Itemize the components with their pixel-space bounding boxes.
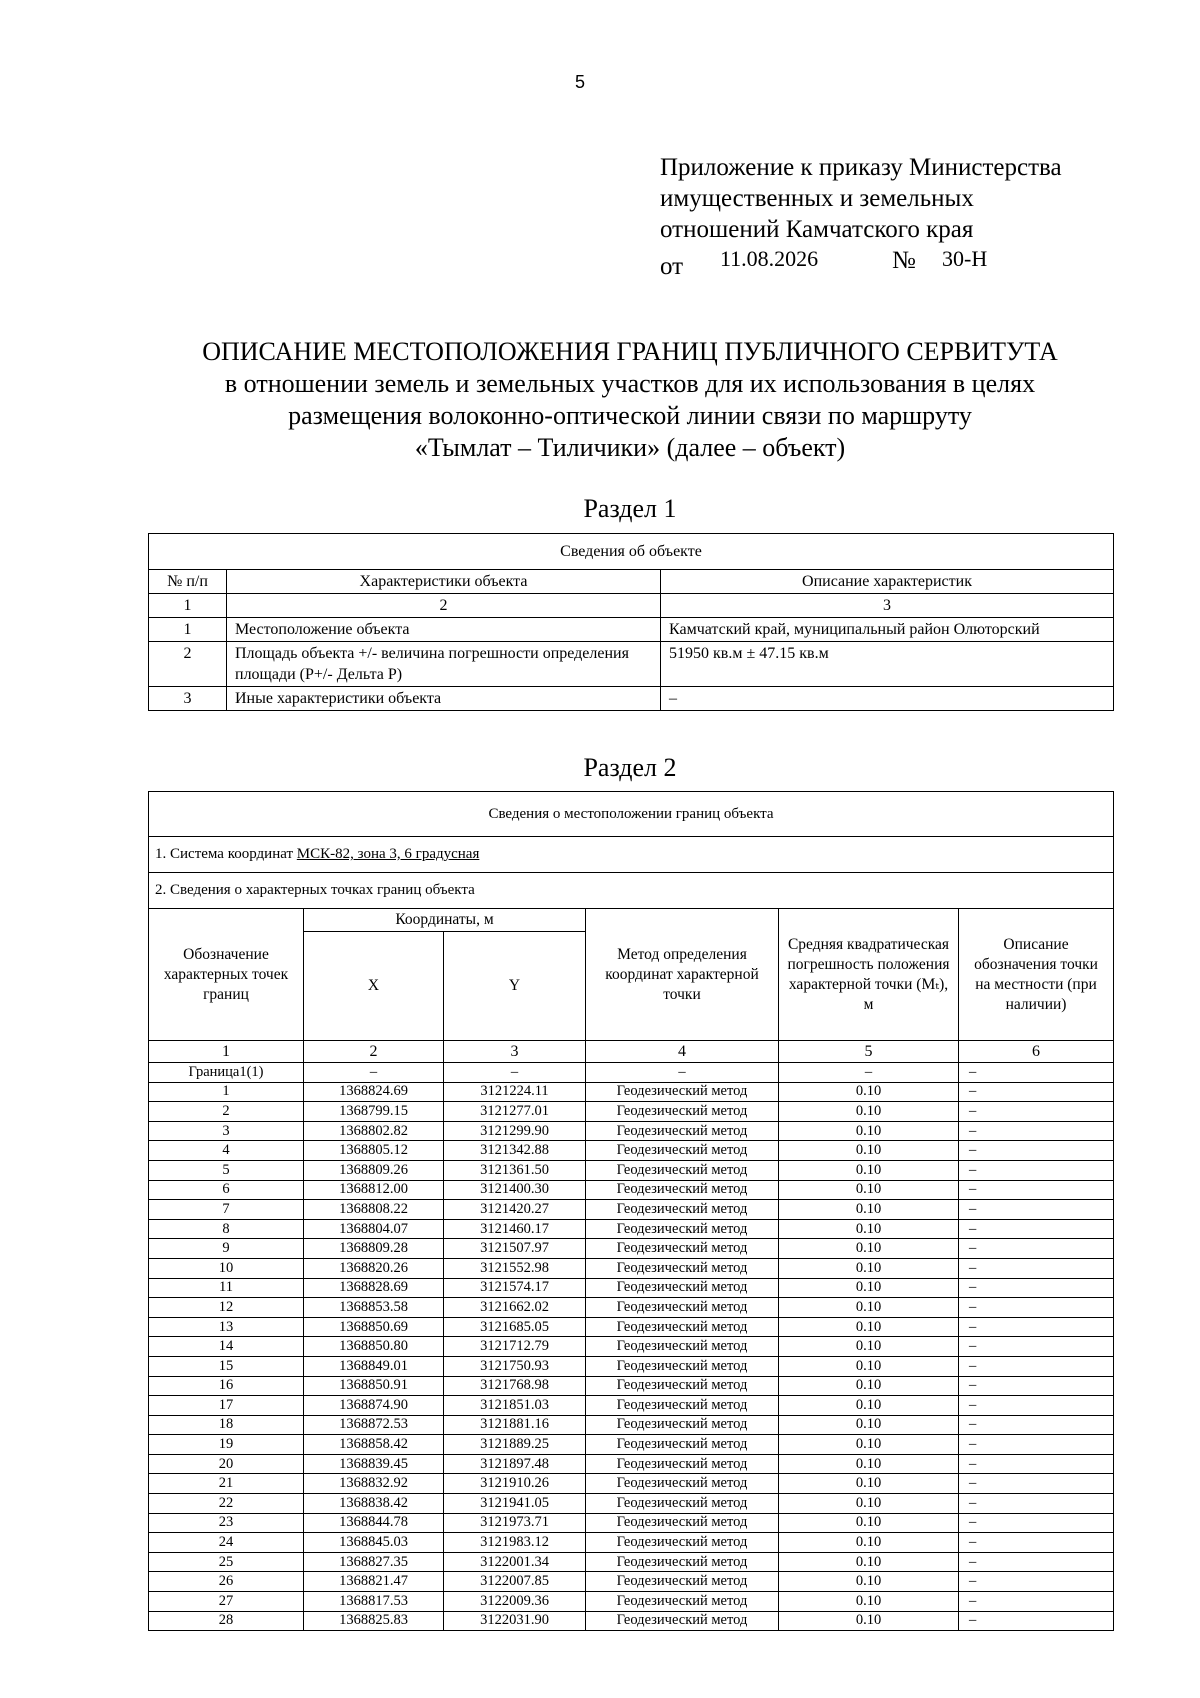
point-error: 0.10 [779, 1435, 959, 1455]
header-x: X [304, 932, 444, 1041]
point-y: 3121712.79 [444, 1337, 586, 1357]
table-row [149, 1121, 1114, 1141]
point-y: 3121881.16 [444, 1415, 586, 1435]
point-number: 26 [149, 1572, 304, 1592]
point-method: Геодезический метод [586, 1160, 779, 1180]
point-y: 3121941.05 [444, 1494, 586, 1514]
point-description: – [959, 1376, 1114, 1396]
point-method: Геодезический метод [586, 1200, 779, 1220]
appendix-line-2: имущественных и земельных [660, 185, 974, 212]
description-cell: Камчатский край, муниципальный район Олюторский [661, 618, 1114, 642]
point-number: 27 [149, 1592, 304, 1612]
object-info-table [148, 533, 1114, 711]
point-y: 3121574.17 [444, 1278, 586, 1298]
appendix-block [660, 152, 1160, 279]
point-number: 7 [149, 1200, 304, 1220]
point-number: 15 [149, 1356, 304, 1376]
title-line-1: ОПИСАНИЕ МЕСТОПОЛОЖЕНИЯ ГРАНИЦ ПУБЛИЧНОГО СЕРВИТУТА [202, 337, 1058, 366]
point-error: 0.10 [779, 1533, 959, 1553]
point-method: Геодезический метод [586, 1572, 779, 1592]
characteristic-cell: Местоположение объекта [227, 618, 661, 642]
point-x: 1368828.69 [304, 1278, 444, 1298]
coordinate-system-value: МСК-82, зона 3, 6 градусная [296, 846, 480, 862]
point-description: – [959, 1298, 1114, 1318]
point-number: 12 [149, 1298, 304, 1318]
point-method: Геодезический метод [586, 1239, 779, 1259]
from-label: от [660, 253, 684, 280]
point-error: 0.10 [779, 1356, 959, 1376]
point-x: 1368817.53 [304, 1592, 444, 1612]
point-method: Геодезический метод [586, 1435, 779, 1455]
description-cell: 51950 кв.м ± 47.15 кв.м [661, 642, 1114, 687]
point-y: 3122001.34 [444, 1552, 586, 1572]
point-method: Геодезический метод [586, 1454, 779, 1474]
point-description: – [959, 1337, 1114, 1357]
table-row [149, 1082, 1114, 1102]
point-y: 3121973.71 [444, 1513, 586, 1533]
point-error: 0.10 [779, 1337, 959, 1357]
point-y: 3121851.03 [444, 1396, 586, 1416]
point-y: 3121983.12 [444, 1533, 586, 1553]
point-number: 16 [149, 1376, 304, 1396]
point-number: 20 [149, 1454, 304, 1474]
point-number: 22 [149, 1494, 304, 1514]
point-x: 1368850.91 [304, 1376, 444, 1396]
col-number: 6 [959, 1041, 1114, 1063]
point-description: – [959, 1572, 1114, 1592]
point-method: Геодезический метод [586, 1258, 779, 1278]
point-description: – [959, 1474, 1114, 1494]
table-row [149, 1435, 1114, 1455]
table-row [149, 1278, 1114, 1298]
point-y: 3122009.36 [444, 1592, 586, 1612]
point-y: 3121662.02 [444, 1298, 586, 1318]
table-row [149, 1258, 1114, 1278]
point-error: 0.10 [779, 1239, 959, 1259]
header-point-designation: Обозначение характерных точек границ [149, 909, 304, 1041]
point-description: – [959, 1533, 1114, 1553]
point-error: 0.10 [779, 1396, 959, 1416]
table-row [149, 1356, 1114, 1376]
point-y: 3121889.25 [444, 1435, 586, 1455]
appendix-line-3: отношений Камчатского края [660, 216, 974, 243]
point-description: – [959, 1317, 1114, 1337]
table-row [149, 1572, 1114, 1592]
table-row [149, 618, 1114, 642]
point-description: – [959, 1396, 1114, 1416]
point-x: 1368838.42 [304, 1494, 444, 1514]
point-description: – [959, 1121, 1114, 1141]
table-row [149, 1160, 1114, 1180]
point-method: Геодезический метод [586, 1415, 779, 1435]
point-number: 1 [149, 1082, 304, 1102]
header-mean-error: Средняя квадратическая погрешность положения характерной точки (Mₜ), м [779, 909, 959, 1041]
point-method: Геодезический метод [586, 1376, 779, 1396]
characteristic-cell: Площадь объекта +/- величина погрешности определения площади (Р+/- Дельта Р) [227, 642, 661, 687]
col-number: 2 [304, 1041, 444, 1063]
header-method: Метод определения координат характерной точки [586, 909, 779, 1041]
point-method: Геодезический метод [586, 1180, 779, 1200]
point-method: Геодезический метод [586, 1337, 779, 1357]
table-row [149, 1376, 1114, 1396]
point-method: Геодезический метод [586, 1317, 779, 1337]
col-number: 4 [586, 1041, 779, 1063]
point-error: 0.10 [779, 1592, 959, 1612]
point-number: 23 [149, 1513, 304, 1533]
point-description: – [959, 1513, 1114, 1533]
point-description: – [959, 1278, 1114, 1298]
point-method: Геодезический метод [586, 1141, 779, 1161]
point-method: Геодезический метод [586, 1219, 779, 1239]
table-row [149, 1317, 1114, 1337]
table-row [149, 642, 1114, 687]
point-x: 1368850.69 [304, 1317, 444, 1337]
point-error: 0.10 [779, 1121, 959, 1141]
point-method: Геодезический метод [586, 1552, 779, 1572]
point-error: 0.10 [779, 1317, 959, 1337]
point-error: 0.10 [779, 1552, 959, 1572]
point-error: 0.10 [779, 1415, 959, 1435]
point-error: 0.10 [779, 1219, 959, 1239]
table-row [149, 1552, 1114, 1572]
boundary-row [149, 1063, 1114, 1083]
point-error: 0.10 [779, 1258, 959, 1278]
point-x: 1368832.92 [304, 1474, 444, 1494]
point-method: Геодезический метод [586, 1102, 779, 1122]
title-line-4: «Тымлат – Тиличики» (далее – объект) [414, 433, 846, 462]
point-error: 0.10 [779, 1102, 959, 1122]
point-description: – [959, 1454, 1114, 1474]
point-x: 1368808.22 [304, 1200, 444, 1220]
point-number: 28 [149, 1611, 304, 1631]
point-x: 1368872.53 [304, 1415, 444, 1435]
point-number: 10 [149, 1258, 304, 1278]
boundary-points-table [148, 791, 1114, 1631]
section-2-heading: Раздел 2 [583, 753, 677, 782]
characteristic-cell: Иные характеристики объекта [227, 687, 661, 711]
point-description: – [959, 1141, 1114, 1161]
point-number: 21 [149, 1474, 304, 1494]
table-row [149, 1513, 1114, 1533]
point-method: Геодезический метод [586, 1082, 779, 1102]
point-error: 0.10 [779, 1474, 959, 1494]
table-row [149, 1611, 1114, 1631]
point-number: 13 [149, 1317, 304, 1337]
order-date: 11.08.2026 [720, 246, 819, 271]
point-y: 3121750.93 [444, 1356, 586, 1376]
point-y: 3121277.01 [444, 1102, 586, 1122]
appendix-date-row [660, 245, 1160, 279]
table-row [149, 1180, 1114, 1200]
point-error: 0.10 [779, 1572, 959, 1592]
point-method: Геодезический метод [586, 1298, 779, 1318]
number-sign: № [892, 247, 916, 274]
point-error: 0.10 [779, 1376, 959, 1396]
col-header-number: № п/п [149, 570, 227, 594]
point-error: 0.10 [779, 1278, 959, 1298]
point-method: Геодезический метод [586, 1278, 779, 1298]
boundary-error: – [779, 1063, 959, 1083]
point-error: 0.10 [779, 1513, 959, 1533]
point-description: – [959, 1219, 1114, 1239]
point-y: 3122007.85 [444, 1572, 586, 1592]
order-number: 30-Н [942, 246, 988, 271]
point-error: 0.10 [779, 1141, 959, 1161]
title-line-3: размещения волоконно-оптической линии связи по маршруту [288, 401, 972, 430]
point-y: 3121768.98 [444, 1376, 586, 1396]
table-row [149, 1592, 1114, 1612]
point-description: – [959, 1160, 1114, 1180]
header-y: Y [444, 932, 586, 1041]
row-number: 2 [149, 642, 227, 687]
point-y: 3121224.11 [444, 1082, 586, 1102]
col-number: 1 [149, 1041, 304, 1063]
page-number: 5 [574, 72, 585, 92]
col-number: 3 [661, 594, 1114, 618]
point-x: 1368839.45 [304, 1454, 444, 1474]
point-method: Геодезический метод [586, 1592, 779, 1612]
point-number: 14 [149, 1337, 304, 1357]
point-x: 1368844.78 [304, 1513, 444, 1533]
point-y: 3121342.88 [444, 1141, 586, 1161]
point-y: 3121299.90 [444, 1121, 586, 1141]
point-method: Геодезический метод [586, 1121, 779, 1141]
point-x: 1368805.12 [304, 1141, 444, 1161]
row-number: 3 [149, 687, 227, 711]
point-description: – [959, 1102, 1114, 1122]
point-number: 24 [149, 1533, 304, 1553]
point-description: – [959, 1356, 1114, 1376]
point-x: 1368821.47 [304, 1572, 444, 1592]
point-x: 1368874.90 [304, 1396, 444, 1416]
point-y: 3121460.17 [444, 1219, 586, 1239]
header-point-description: Описание обозначения точки на местности (при наличии) [959, 909, 1114, 1041]
col-number: 2 [227, 594, 661, 618]
point-x: 1368804.07 [304, 1219, 444, 1239]
point-y: 3121361.50 [444, 1160, 586, 1180]
col-number: 1 [149, 594, 227, 618]
appendix-line-1: Приложение к приказу Министерства [660, 154, 1062, 181]
point-number: 11 [149, 1278, 304, 1298]
points-heading: 2. Сведения о характерных точках границ объекта [149, 873, 1114, 909]
table-row [149, 1533, 1114, 1553]
table-row [149, 1239, 1114, 1259]
point-x: 1368824.69 [304, 1082, 444, 1102]
point-number: 25 [149, 1552, 304, 1572]
table-row [149, 1415, 1114, 1435]
point-number: 19 [149, 1435, 304, 1455]
point-number: 2 [149, 1102, 304, 1122]
point-error: 0.10 [779, 1454, 959, 1474]
point-x: 1368799.15 [304, 1102, 444, 1122]
point-y: 3121685.05 [444, 1317, 586, 1337]
point-y: 3122031.90 [444, 1611, 586, 1631]
point-y: 3121897.48 [444, 1454, 586, 1474]
point-error: 0.10 [779, 1180, 959, 1200]
point-x: 1368809.28 [304, 1239, 444, 1259]
coordinate-system-label: 1. Система координат [155, 846, 297, 862]
point-error: 0.10 [779, 1200, 959, 1220]
point-x: 1368827.35 [304, 1552, 444, 1572]
point-description: – [959, 1592, 1114, 1612]
point-error: 0.10 [779, 1611, 959, 1631]
point-x: 1368820.26 [304, 1258, 444, 1278]
point-method: Геодезический метод [586, 1396, 779, 1416]
boundaries-caption: Сведения о местоположении границ объекта [149, 792, 1114, 837]
point-x: 1368845.03 [304, 1533, 444, 1553]
point-number: 18 [149, 1415, 304, 1435]
point-y: 3121420.27 [444, 1200, 586, 1220]
section-1-heading: Раздел 1 [583, 494, 677, 523]
point-x: 1368849.01 [304, 1356, 444, 1376]
point-y: 3121507.97 [444, 1239, 586, 1259]
point-method: Геодезический метод [586, 1513, 779, 1533]
point-error: 0.10 [779, 1494, 959, 1514]
table-row [149, 687, 1114, 711]
point-x: 1368858.42 [304, 1435, 444, 1455]
point-number: 4 [149, 1141, 304, 1161]
table-row [149, 1298, 1114, 1318]
row-number: 1 [149, 618, 227, 642]
point-description: – [959, 1200, 1114, 1220]
point-description: – [959, 1415, 1114, 1435]
boundary-name: Граница1(1) [149, 1063, 304, 1083]
point-method: Геодезический метод [586, 1494, 779, 1514]
point-x: 1368850.80 [304, 1337, 444, 1357]
point-method: Геодезический метод [586, 1474, 779, 1494]
table-row [149, 1200, 1114, 1220]
point-description: – [959, 1435, 1114, 1455]
coordinate-system-row [149, 837, 1114, 873]
boundary-method: – [586, 1063, 779, 1083]
point-y: 3121552.98 [444, 1258, 586, 1278]
object-info-caption: Сведения об объекте [149, 534, 1114, 570]
boundary-x: – [304, 1063, 444, 1083]
boundary-description: – [959, 1063, 1114, 1083]
point-description: – [959, 1552, 1114, 1572]
point-x: 1368809.26 [304, 1160, 444, 1180]
table-row [149, 1454, 1114, 1474]
table-row [149, 1337, 1114, 1357]
description-cell: – [661, 687, 1114, 711]
point-description: – [959, 1180, 1114, 1200]
point-method: Геодезический метод [586, 1533, 779, 1553]
point-x: 1368812.00 [304, 1180, 444, 1200]
col-number: 3 [444, 1041, 586, 1063]
point-description: – [959, 1239, 1114, 1259]
point-number: 9 [149, 1239, 304, 1259]
point-method: Геодезический метод [586, 1356, 779, 1376]
table-row [149, 1102, 1114, 1122]
point-number: 17 [149, 1396, 304, 1416]
point-x: 1368825.83 [304, 1611, 444, 1631]
point-description: – [959, 1611, 1114, 1631]
table-row [149, 1494, 1114, 1514]
point-error: 0.10 [779, 1298, 959, 1318]
col-header-description: Описание характеристик [661, 570, 1114, 594]
col-header-characteristic: Характеристики объекта [227, 570, 661, 594]
point-error: 0.10 [779, 1082, 959, 1102]
col-number: 5 [779, 1041, 959, 1063]
point-number: 6 [149, 1180, 304, 1200]
point-number: 3 [149, 1121, 304, 1141]
document-title [0, 336, 1200, 464]
point-number: 5 [149, 1160, 304, 1180]
boundary-y: – [444, 1063, 586, 1083]
point-description: – [959, 1258, 1114, 1278]
point-y: 3121400.30 [444, 1180, 586, 1200]
table-row [149, 1474, 1114, 1494]
header-coordinates: Координаты, м [304, 909, 586, 932]
point-method: Геодезический метод [586, 1611, 779, 1631]
point-x: 1368853.58 [304, 1298, 444, 1318]
point-y: 3121910.26 [444, 1474, 586, 1494]
point-x: 1368802.82 [304, 1121, 444, 1141]
point-number: 8 [149, 1219, 304, 1239]
title-line-2: в отношении земель и земельных участков для их использования в целях [224, 369, 1036, 398]
table-row [149, 1141, 1114, 1161]
table-row [149, 1396, 1114, 1416]
point-description: – [959, 1494, 1114, 1514]
point-description: – [959, 1082, 1114, 1102]
table-row [149, 1219, 1114, 1239]
point-error: 0.10 [779, 1160, 959, 1180]
